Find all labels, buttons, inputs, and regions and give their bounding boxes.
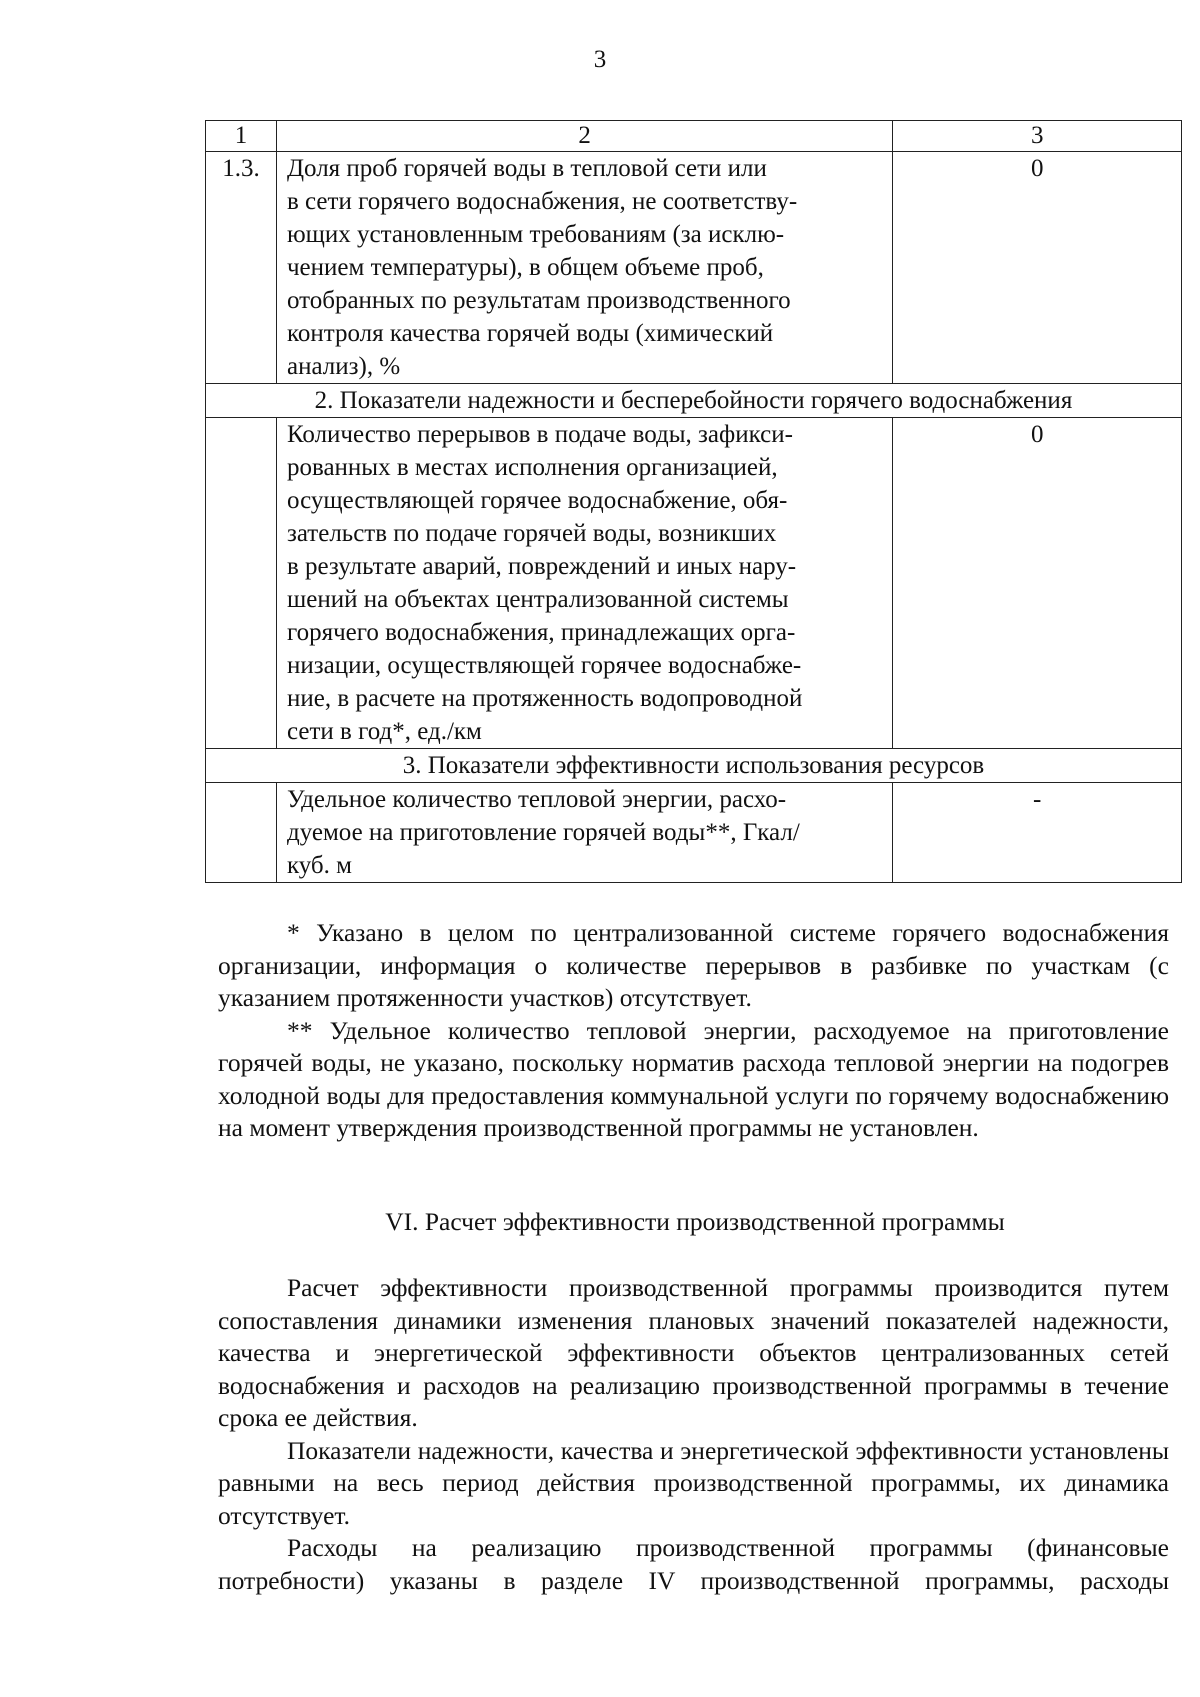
table-header-cell-1: 1	[206, 121, 277, 152]
row-description: Удельное количество тепловой энергии, расхо- дуемое на приготовление горячей воды**, Гкал/ куб. м	[276, 783, 892, 883]
table-section-row	[206, 384, 1182, 418]
page-number: 3	[593, 46, 607, 73]
table-header-cell-2: 2	[276, 121, 892, 152]
row-value: 0	[893, 418, 1182, 749]
paragraph-2: Показатели надежности, качества и энергетической эффективности установлены равными на весь период действия производственной программы, их динамика отсутствует.	[218, 1435, 1169, 1530]
section-title: VI. Расчет эффективности производственной программы	[385, 1207, 1005, 1236]
row-number	[206, 418, 277, 749]
indicators-table	[205, 120, 1182, 883]
footnote-1: * Указано в целом по централизованной системе горячего водоснабжения организации, информация о количестве перерывов в разбивке по участкам (с указанием протяженности участков) отсутствует.	[218, 918, 1169, 1012]
row-description: Доля проб горячей воды в тепловой сети или в сети горячего водоснабжения, не соответству- ющих установленным требованиям (за исклю- чением температуры), в общем объеме проб, отобранных по результатам производственного контроля качества горячей воды (химический анализ), %	[276, 152, 892, 384]
row-value: -	[893, 783, 1182, 883]
table-section-row	[206, 749, 1182, 783]
paragraph-1: Расчет эффективности производственной программы производится путем сопоставления динамики изменения плановых значений показателей надежности, качества и энергетической эффективности объектов централизованных сетей водоснабжения и расходов на реализацию производственной программы в течение срока ее действия.	[218, 1273, 1169, 1432]
row-number	[206, 783, 277, 883]
footnote-2: ** Удельное количество тепловой энергии, расходуемое на приготовление горячей воды, не указано, поскольку норматив расхода тепловой энергии на подогрев холодной воды для предоставления коммунальной услуги по горячему водоснабжению на момент утверждения производственной программы не установлен.	[218, 1015, 1169, 1142]
table-header-row	[206, 121, 1182, 152]
paragraph-3: Расходы на реализацию производственной программы (финансовые потребности) указаны в разделе IV производственной программы, расходы	[218, 1533, 1169, 1595]
row-number: 1.3.	[206, 152, 277, 384]
body-text	[218, 1272, 1169, 1597]
table-row	[206, 418, 1182, 749]
footnotes	[218, 917, 1169, 1145]
table-header-cell-3: 3	[893, 121, 1182, 152]
row-description: Количество перерывов в подаче воды, зафикси- рованных в местах исполнения организацией, осуществляющей горячее водоснабжение, обя- зательств по подаче горячей воды, возникших в результате аварий, повреждений и иных нару- шений на объектах централизованной системы горячего водоснабжения, принадлежащих орга- низации, осуществляющей горячее водоснабже- ние, в расчете на протяженность водопроводной сети в год*, ед./км	[276, 418, 892, 749]
section-heading-2: 2. Показатели надежности и бесперебойности горячего водоснабжения	[206, 384, 1182, 418]
table-row	[206, 783, 1182, 883]
row-value: 0	[893, 152, 1182, 384]
table-row	[206, 152, 1182, 384]
section-heading-3: 3. Показатели эффективности использования ресурсов	[206, 749, 1182, 783]
